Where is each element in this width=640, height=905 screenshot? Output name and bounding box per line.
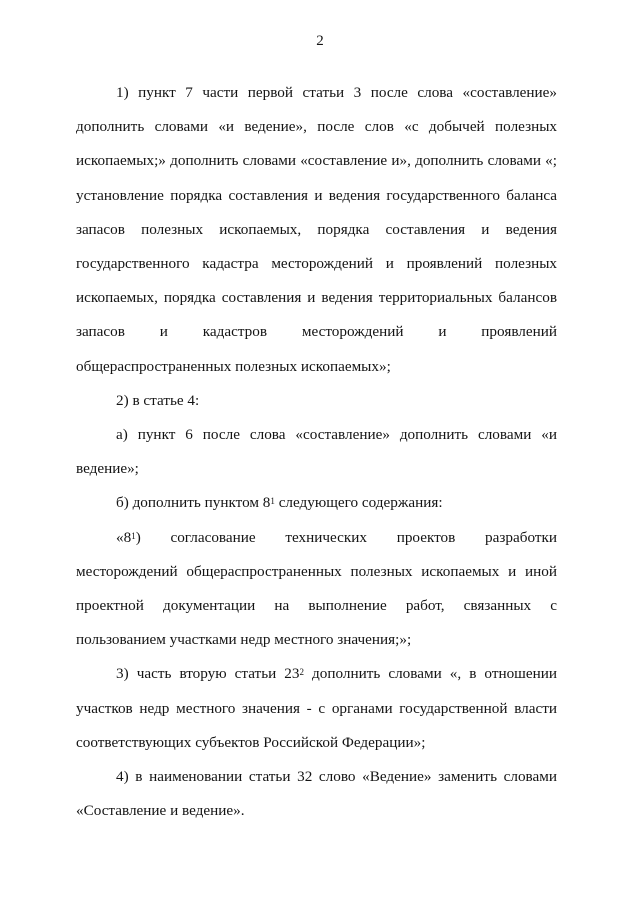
amendment-item-1: 1) пункт 7 части первой статьи 3 после слова «составление» дополнить словами «и ведение», после слов «с добычей полезных ископаемых;» дополнить словами «составление и», дополнить словами «; установление порядка составления и ведения государственного баланса запасов полезных ископаемых, порядка составления и ведения государственного кадастра месторождений и проявлений полезных ископаемых, порядка составления и ведения территориальных балансов запасов и кадастров месторождений и проявлений общераспространенных полезных ископаемых»; bbox=[76, 84, 557, 375]
superscript: 2 bbox=[299, 667, 304, 678]
point-text-end: ) согласование технических проектов разработки месторождений общераспространенных полезных ископаемых и иной проектной документации на выполнение работ, связанных с пользованием участками недр местного значения;»; bbox=[76, 528, 557, 649]
amendment-item-2: 2) в статье 4: bbox=[116, 391, 200, 409]
item-3-text-end: дополнить словами «, в отношении участков недр местного значения - с органами государственной власти соответствующих субъектов Российской Федерации»; bbox=[76, 665, 557, 751]
subitem-b-text-start: б) дополнить пунктом 8 bbox=[116, 494, 271, 512]
superscript: 1 bbox=[131, 530, 136, 541]
superscript: 1 bbox=[270, 496, 275, 507]
document-body bbox=[76, 76, 557, 828]
subitem-b-text-end: следующего содержания: bbox=[274, 494, 443, 512]
inserted-point-8-1 bbox=[76, 521, 557, 658]
amendment-subitem-b bbox=[76, 486, 557, 520]
amendment-subitem-a: а) пункт 6 после слова «составление» дополнить словами «и ведение»; bbox=[76, 426, 557, 478]
point-text-start: «8 bbox=[116, 528, 132, 546]
item-3-text-start: 3) часть вторую статьи 23 bbox=[116, 665, 300, 683]
page-number: 2 bbox=[316, 33, 324, 49]
amendment-item-4: 4) в наименовании статьи 32 слово «Ведение» заменить словами «Составление и ведение». bbox=[76, 768, 557, 820]
amendment-item-3 bbox=[76, 657, 557, 760]
